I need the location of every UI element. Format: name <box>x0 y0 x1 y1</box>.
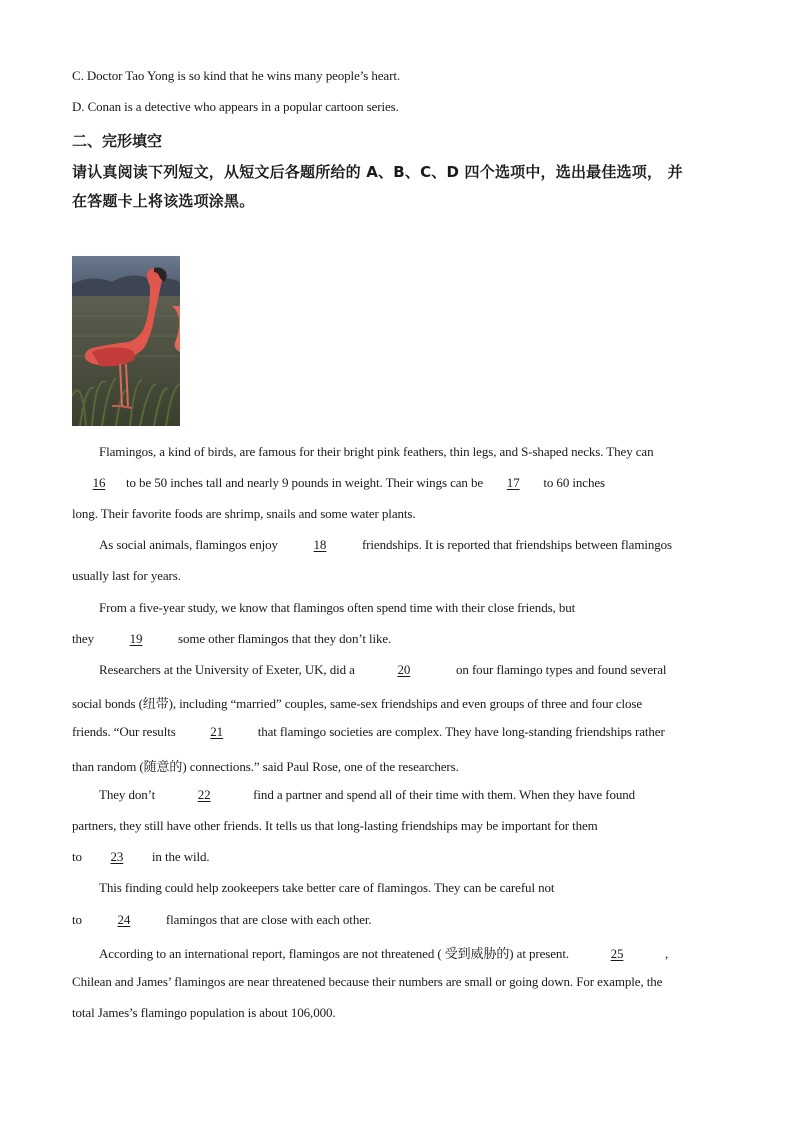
blank-21[interactable]: 21 <box>210 724 224 739</box>
blank-18[interactable]: 18 <box>313 537 327 552</box>
passage-p6-line2 <box>72 912 372 928</box>
passage-text: to <box>72 912 82 927</box>
flamingo-photo <box>72 256 180 426</box>
passage-text: Researchers at the University of Exeter, UK, did a <box>99 662 355 677</box>
passage-text: some other flamingos that they don’t like. <box>177 631 392 646</box>
passage-p6-line1: This finding could help zookeepers take better care of flamingos. They can be careful not <box>99 880 555 895</box>
passage-text: , <box>664 946 669 961</box>
passage-p5-line3 <box>72 849 210 865</box>
blank-24[interactable]: 24 <box>117 912 131 927</box>
passage-p4-line2: social bonds (纽带), including “married” couples, same-sex friendships and even groups of three and four close <box>72 696 643 711</box>
passage-text: They don’t <box>99 787 156 802</box>
blank-19[interactable]: 19 <box>129 631 143 646</box>
passage-text: According to an international report, flamingos are not threatened ( 受到威胁的) at present. <box>99 946 569 961</box>
passage-p1-line2 <box>72 475 605 491</box>
passage-text: to <box>72 849 82 864</box>
passage-p1-line1: Flamingos, a kind of birds, are famous for their bright pink feathers, thin legs, and S-shaped necks. They can <box>99 444 654 459</box>
blank-20[interactable]: 20 <box>397 662 411 677</box>
passage-p2-line2: usually last for years. <box>72 568 181 583</box>
passage-p1-line3: long. Their favorite foods are shrimp, snails and some water plants. <box>72 506 416 521</box>
passage-p2-line1 <box>99 537 672 553</box>
passage-p4-line4: than random (随意的) connections.” said Paul Rose, one of the researchers. <box>72 759 459 774</box>
passage-text: find a partner and spend all of their time with them. When they have found <box>253 787 636 802</box>
passage-text: in the wild. <box>151 849 210 864</box>
passage-text: to 60 inches <box>543 475 605 490</box>
passage-p7-line3: total James’s flamingo population is about 106,000. <box>72 1005 336 1020</box>
section-title: 二、完形填空 <box>72 132 163 150</box>
passage-p3-line1: From a five-year study, we know that flamingos often spend time with their close friends, but <box>99 600 576 615</box>
blank-22[interactable]: 22 <box>197 787 211 802</box>
passage-text: they <box>72 631 94 646</box>
section-instruction-line2: 在答题卡上将该选项涂黑。 <box>72 192 255 210</box>
passage-p5-line1 <box>99 787 635 803</box>
passage-text: on four flamingo types and found several <box>456 662 667 677</box>
passage-p7-line1 <box>99 943 668 962</box>
passage-p7-line2: Chilean and James’ flamingos are near threatened because their numbers are small or going down. For example, the <box>72 974 663 989</box>
blank-16[interactable]: 16 <box>92 475 106 490</box>
passage-p3-line2 <box>72 631 391 647</box>
passage-p4-line3 <box>72 724 665 740</box>
passage-text: that flamingo societies are complex. They have long-standing friendships rather <box>257 724 665 739</box>
option-d: D. Conan is a detective who appears in a popular cartoon series. <box>72 99 399 114</box>
blank-23[interactable]: 23 <box>110 849 124 864</box>
blank-17[interactable]: 17 <box>506 475 520 490</box>
passage-p4-line1 <box>99 662 666 678</box>
passage-text: As social animals, flamingos enjoy <box>99 537 278 552</box>
passage-text: flamingos that are close with each other. <box>165 912 372 927</box>
passage-text: friends. “Our results <box>72 724 176 739</box>
blank-25[interactable]: 25 <box>610 946 624 961</box>
passage-p5-line2: partners, they still have other friends. It tells us that long-lasting friendships may be important for them <box>72 818 598 833</box>
passage-text: to be 50 inches tall and nearly 9 pounds in weight. Their wings can be <box>126 475 484 490</box>
passage-text: friendships. It is reported that friendships between flamingos <box>361 537 672 552</box>
option-c: C. Doctor Tao Yong is so kind that he wins many people’s heart. <box>72 68 400 83</box>
section-instruction-line1: 请认真阅读下列短文，从短文后各题所给的 A、B、C、D 四个选项中，选出最佳选项， 并 <box>72 163 683 181</box>
